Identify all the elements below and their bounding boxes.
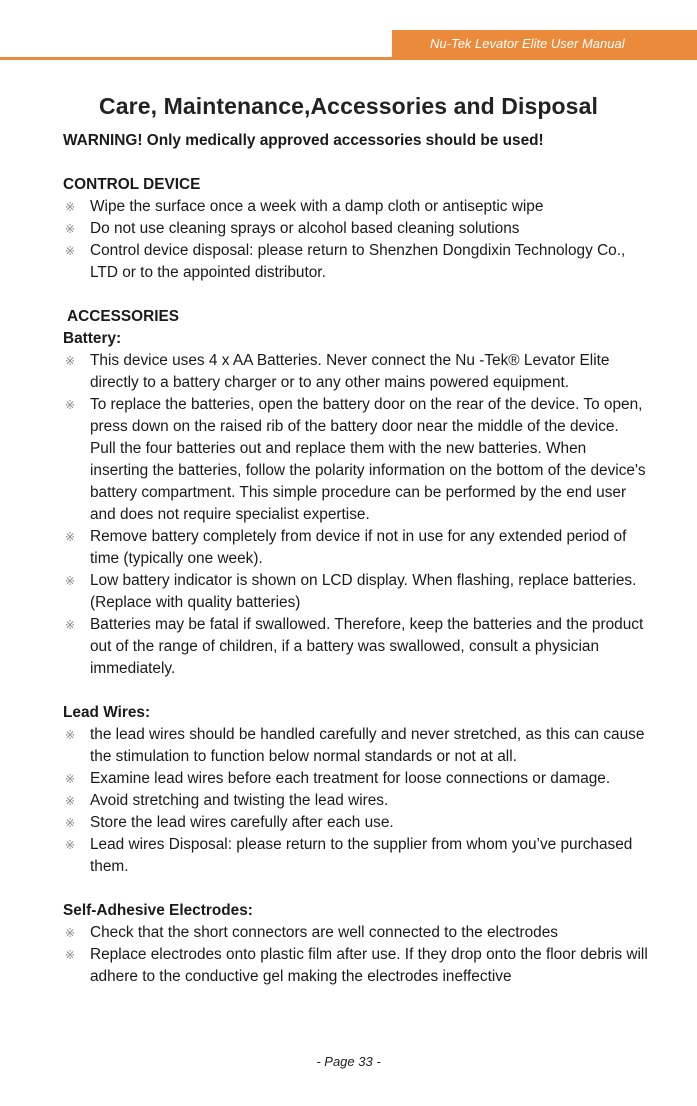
reference-mark-icon: ※ [65,838,76,852]
list-item: ※ To replace the batteries, open the battery door on the rear of the device. To open, press down on the raised rib of the battery door near the middle of the device. Pull the four batteries out and replace them with the new batteries. When inserting the batteries, follow the polarity information on the bottom of the device's battery compartment. This simple procedure can be performed by the end user and does not require specialist expertise. [65,396,646,523]
list-item: ※ Check that the short connectors are well connected to the electrodes [63,922,648,944]
list-item: ※ Batteries may be fatal if swallowed. Therefore, keep the batteries and the product out of the range of children, if a battery was swallowed, consult a physician immediately. [65,616,644,677]
reference-mark-icon: ※ [65,398,76,412]
reference-mark-icon: ※ [65,772,76,786]
lead-wires-heading: Lead Wires: [63,704,151,721]
reference-mark-icon: ※ [65,244,76,258]
lead-wires-list [63,724,648,878]
reference-mark-icon: ※ [65,200,76,214]
list-item: ※ Avoid stretching and twisting the lead wires. [63,790,648,812]
electrodes-list [63,922,648,988]
reference-mark-icon: ※ [65,574,76,588]
list-item: ※ Store the lead wires carefully after each use. [63,812,648,834]
reference-mark-icon: ※ [65,354,76,368]
spacer [63,878,648,900]
list-item: ※ the lead wires should be handled carefully and never stretched, as this can cause the stimulation to function below normal standards or not at all. [65,726,645,765]
header-manual-title: Nu-Tek Levator Elite User Manual [392,30,697,58]
list-item: ※ Wipe the surface once a week with a damp cloth or antiseptic wipe [63,196,648,218]
battery-heading: Battery: [63,330,122,347]
header-rule [0,57,697,60]
reference-mark-icon: ※ [65,948,76,962]
battery-list [63,350,648,680]
page-number: - Page 33 - [316,1054,381,1069]
electrodes-heading: Self-Adhesive Electrodes: [63,902,253,919]
warning-text: WARNING! Only medically approved accessories should be used! [63,132,544,149]
reference-mark-icon: ※ [65,926,76,940]
page-content [63,130,648,988]
reference-mark-icon: ※ [65,794,76,808]
list-item: ※ This device uses 4 x AA Batteries. Never connect the Nu -Tek® Levator Elite directly to a battery charger or to any other mains powered equipment. [65,352,610,391]
control-device-heading: CONTROL DEVICE [63,176,201,193]
page-title: Care, Maintenance,Accessories and Disposal [99,93,598,120]
control-device-list [63,196,648,284]
list-item: ※ Do not use cleaning sprays or alcohol based cleaning solutions [63,218,648,240]
list-item: ※ Replace electrodes onto plastic film after use. If they drop onto the floor debris will adhere to the conductive gel making the electrodes ineffective [65,946,648,985]
reference-mark-icon: ※ [65,222,76,236]
list-item: ※ Lead wires Disposal: please return to the supplier from whom you’ve purchased them. [65,836,633,875]
accessories-heading: ACCESSORIES [67,308,180,325]
spacer [63,284,648,306]
spacer [63,680,648,702]
reference-mark-icon: ※ [65,728,76,742]
reference-mark-icon: ※ [65,530,76,544]
list-item: ※ Remove battery completely from device if not in use for any extended period of time (typically one week). [65,528,627,567]
list-item: ※ Examine lead wires before each treatment for loose connections or damage. [63,768,648,790]
reference-mark-icon: ※ [65,618,76,632]
list-item: ※ Low battery indicator is shown on LCD display. When flashing, replace batteries. (Replace with quality batteries) [65,572,637,611]
list-item: ※ Control device disposal: please return to Shenzhen Dongdixin Technology Co., LTD or to the appointed distributor. [65,242,626,281]
reference-mark-icon: ※ [65,816,76,830]
